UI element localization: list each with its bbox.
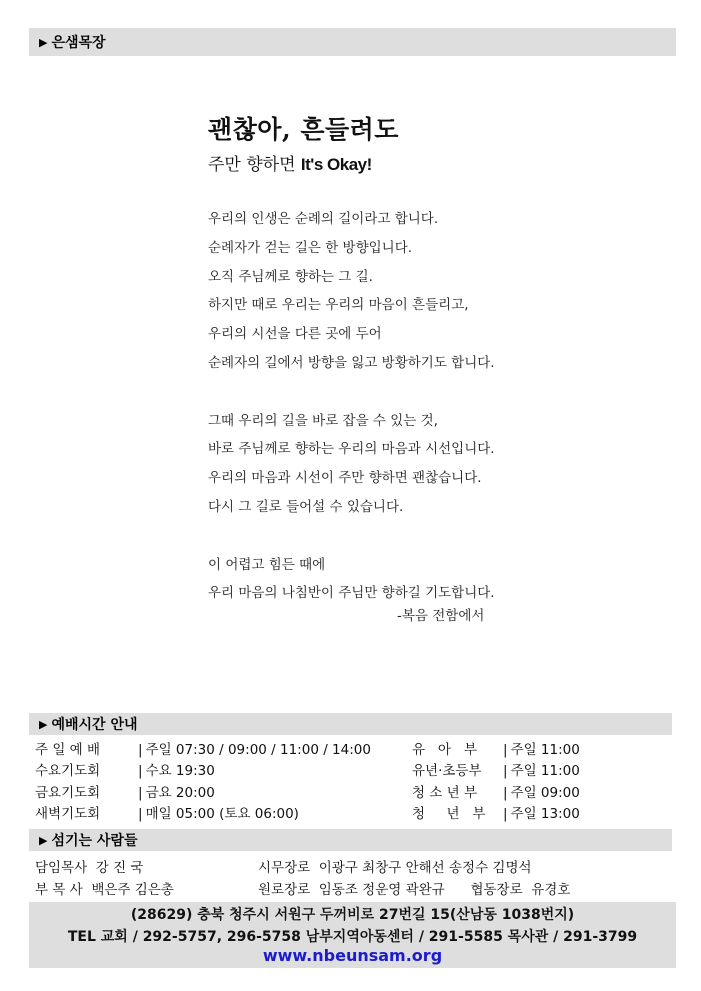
divider: |: [503, 742, 508, 758]
poem-line: 바로 주님께로 향하는 우리의 마음과 시선입니다.: [208, 441, 495, 458]
staff-list-right: [258, 857, 570, 901]
divider: |: [503, 784, 508, 801]
divider: |: [503, 805, 508, 822]
worship-header: [29, 713, 672, 735]
department-name: 청 소 년 부: [412, 784, 478, 801]
poem-line: 우리의 인생은 순례의 길이라고 합니다.: [208, 211, 439, 227]
staff-row: [258, 879, 570, 901]
divider: |: [138, 742, 143, 758]
stanza-gap: [208, 378, 495, 407]
divider: |: [503, 763, 508, 780]
staff-header: [29, 829, 672, 851]
schedule-row: [412, 761, 580, 782]
poem-line: 순례자가 걷는 길은 한 방향입니다.: [208, 239, 413, 256]
staff-row: [35, 879, 174, 901]
schedule-row: [35, 804, 371, 825]
triangle-right-icon: ▶: [39, 833, 48, 847]
section-title: 은샘목장: [51, 35, 106, 51]
triangle-right-icon: ▶: [39, 35, 48, 49]
article-subtitle: [208, 150, 372, 175]
service-name: 수요기도회: [35, 763, 101, 780]
divider: |: [138, 805, 143, 822]
service-time: 금요 20:00: [145, 784, 215, 801]
poem-line: 그때 우리의 길을 바로 잡을 수 있는 것,: [208, 412, 438, 429]
staff-title: 섬기는 사람들: [51, 833, 138, 849]
article-source: -복음 전함에서: [397, 608, 485, 624]
triangle-right-icon: ▶: [39, 717, 48, 731]
staff-role: 부 목 사: [35, 882, 83, 898]
schedule-row: [35, 761, 371, 782]
staff-names: 강 진 국: [95, 860, 144, 876]
service-time: 주일 07:30 / 09:00 / 11:00 / 14:00: [145, 742, 371, 758]
service-name: 금요기도회: [35, 784, 101, 801]
staff-role: 협동장로: [470, 882, 523, 898]
worship-title: 예배시간 안내: [51, 717, 138, 733]
service-time: 수요 19:30: [145, 763, 215, 780]
schedule-row: [412, 740, 580, 761]
church-address: (28629) 충북 청주시 서원구 두꺼비로 27번길 15(산남동 1038번지): [130, 907, 575, 923]
service-time: 주일 11:00: [510, 763, 580, 780]
poem-line: 우리 마음의 나침반이 주님만 향하길 기도합니다.: [208, 585, 495, 602]
schedule-row: [35, 740, 371, 761]
worship-schedule-right: [412, 740, 580, 825]
section-header: [29, 28, 676, 56]
service-time: 주일 13:00: [510, 805, 580, 822]
subtitle-english: It's Okay!: [300, 155, 372, 174]
staff-names: 임동조 정운영 곽완규: [318, 882, 445, 898]
worship-schedule-left: [35, 740, 371, 825]
church-phone: TEL 교회 / 292-5757, 296-5758 남부지역아동센터 / 291-5585 목사관 / 291-3799: [67, 929, 638, 945]
staff-row: [258, 857, 570, 879]
staff-row: [35, 857, 174, 879]
service-name: 새벽기도회: [35, 805, 101, 822]
subtitle-korean: 주만 향하면: [208, 155, 296, 175]
staff-role: 원로장로: [258, 882, 311, 898]
poem-line: 다시 그 길로 들어설 수 있습니다.: [208, 498, 404, 515]
department-name: 유 아 부: [412, 742, 477, 758]
divider: |: [138, 763, 143, 780]
article-title: 괜찮아, 흔들려도: [208, 115, 399, 144]
schedule-row: [412, 804, 580, 825]
staff-names: 유경호: [531, 882, 571, 898]
schedule-row: [412, 783, 580, 804]
staff-names: 백은주 김은총: [91, 882, 174, 898]
church-website-link[interactable]: www.nbeunsam.org: [262, 946, 443, 965]
service-time: 주일 09:00: [510, 784, 580, 801]
poem-line: 우리의 마음과 시선이 주만 향하면 괜찮습니다.: [208, 470, 482, 487]
staff-role: 담임목사: [35, 860, 88, 876]
department-name: 청 년 부: [412, 805, 486, 822]
staff-names: 이광구 최창구 안해선 송정수 김명석: [318, 860, 532, 876]
poem-line: 하지만 때로 우리는 우리의 마음이 흔들리고,: [208, 297, 469, 314]
poem-line: 이 어렵고 힘든 때에: [208, 556, 326, 573]
department-name: 유년·초등부: [412, 763, 482, 780]
staff-list-left: [35, 857, 174, 901]
service-time: 주일 11:00: [510, 742, 580, 758]
poem-line: 우리의 시선을 다른 곳에 두어: [208, 326, 382, 343]
service-time: 매일 05:00 (토요 06:00): [145, 805, 299, 822]
stanza-gap: [208, 522, 495, 551]
staff-role: 시무장로: [258, 860, 311, 876]
article-body: [208, 205, 495, 608]
poem-line: 오직 주님께로 향하는 그 길.: [208, 268, 373, 285]
schedule-row: [35, 783, 371, 804]
church-footer: [29, 902, 676, 968]
poem-line: 순례자의 길에서 방향을 잃고 방황하기도 합니다.: [208, 354, 495, 371]
divider: |: [138, 784, 143, 801]
service-name: 주 일 예 배: [35, 742, 101, 758]
